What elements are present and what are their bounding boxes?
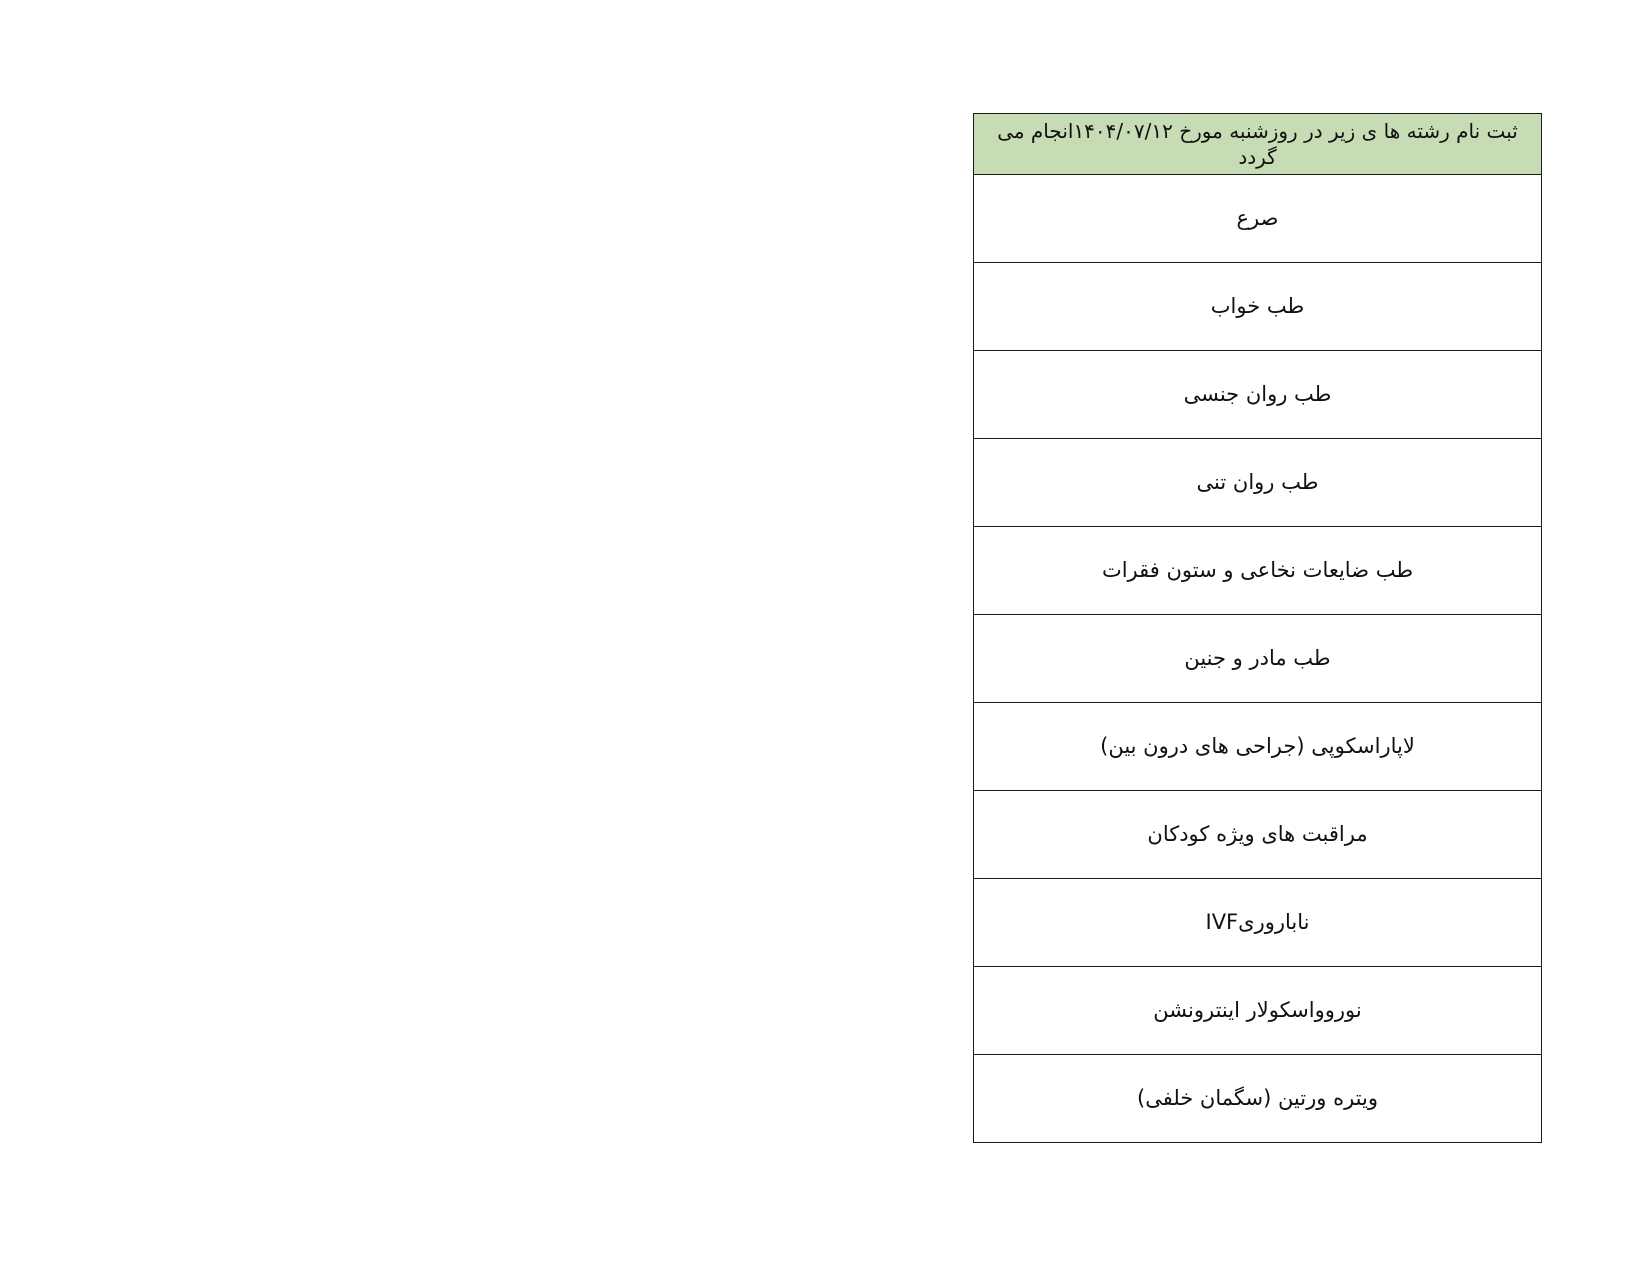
table-head: [974, 114, 1542, 175]
table-row: [974, 1055, 1542, 1143]
table-row: [974, 351, 1542, 439]
specialty-cell-spinal-cord-spine: طب ضایعات نخاعی و ستون فقرات: [974, 527, 1542, 615]
specialty-cell-pediatric-icu: مراقبت های ویژه کودکان: [974, 791, 1542, 879]
table-row: [974, 175, 1542, 263]
specialty-cell-vitreoretinal: ویتره ورتین (سگمان خلفی): [974, 1055, 1542, 1143]
specialty-cell-sexual-psych-medicine: طب روان جنسی: [974, 351, 1542, 439]
table-row: [974, 263, 1542, 351]
table-row: [974, 439, 1542, 527]
table-body: [974, 175, 1542, 1143]
specialty-cell-neurovascular-intervention: نوروواسکولار اینترونشن: [974, 967, 1542, 1055]
specialty-cell-epilepsy: صرع: [974, 175, 1542, 263]
specialty-cell-laparoscopy: لاپاراسکوپی (جراحی های درون بین): [974, 703, 1542, 791]
registration-specialties-table: [973, 113, 1542, 1143]
table-row: [974, 703, 1542, 791]
specialty-cell-sleep-medicine: طب خواب: [974, 263, 1542, 351]
specialty-cell-psychosomatic-medicine: طب روان تنی: [974, 439, 1542, 527]
header-row: [974, 114, 1542, 175]
registration-notice-header: ثبت نام رشته ها ی زیر در روزشنبه مورخ ۱۴۰۴/۰۷/۱۲انجام می گردد: [974, 114, 1542, 175]
specialty-cell-maternal-fetal: طب مادر و جنین: [974, 615, 1542, 703]
table-row: [974, 967, 1542, 1055]
table-row: [974, 879, 1542, 967]
table-row: [974, 527, 1542, 615]
table-row: [974, 791, 1542, 879]
table-row: [974, 615, 1542, 703]
specialty-cell-ivf-infertility: ناباروریIVF: [974, 879, 1542, 967]
